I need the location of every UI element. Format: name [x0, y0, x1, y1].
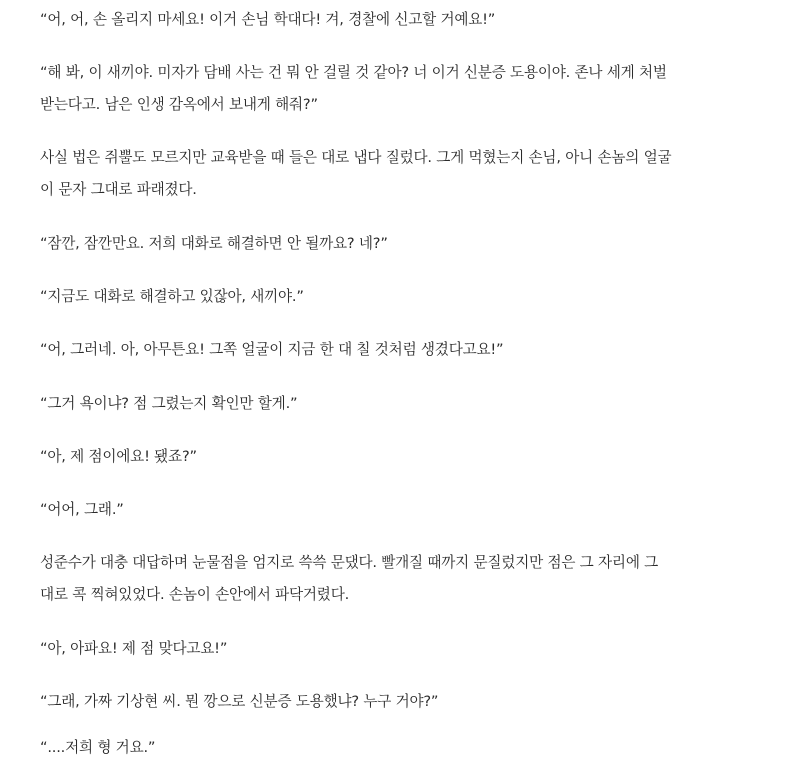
paragraph-line: 받는다고. 남은 인생 감옥에서 보내게 해줘?” — [40, 96, 318, 113]
paragraph-line: “아, 제 점이에요! 됐죠?” — [40, 448, 197, 465]
paragraph-line: “지금도 대화로 해결하고 있잖아, 새끼야.” — [40, 288, 304, 305]
paragraph-line: 이 문자 그대로 파래졌다. — [40, 181, 197, 198]
paragraph-line: “어어, 그래.” — [40, 501, 124, 518]
paragraph-line: “잠깐, 잠깐만요. 저희 대화로 해결하면 안 될까요? 네?” — [40, 235, 388, 252]
paragraph-line: “해 봐, 이 새끼야. 미자가 담배 사는 건 뭐 안 걸릴 것 같아? 너 이거 신분증 도용이야. 존나 세게 처벌 — [40, 64, 667, 81]
paragraph-line: 사실 법은 쥐뿔도 모르지만 교육받을 때 들은 대로 냅다 질렀다. 그게 먹혔는지 손님, 아니 손놈의 얼굴 — [40, 149, 672, 166]
paragraph-line: “그래, 가짜 기상현 씨. 뭔 깡으로 신분증 도용했냐? 누구 거야?” — [40, 693, 439, 710]
paragraph-line: “그거 욕이냐? 점 그렸는지 확인만 할게.” — [40, 395, 298, 412]
paragraph-line: 대로 콕 찍혀있었다. 손놈이 손안에서 파닥거렸다. — [40, 586, 350, 603]
paragraph-line: “어, 그러네. 아, 아무튼요! 그쪽 얼굴이 지금 한 대 칠 것처럼 생겼다고요!” — [40, 341, 504, 358]
paragraph-line: “어, 어, 손 올리지 마세요! 이거 손님 학대다! 겨, 경찰에 신고할 거예요!” — [40, 11, 496, 28]
paragraph-line: 성준수가 대충 대답하며 눈물점을 엄지로 쓱쓱 문댔다. 빨개질 때까지 문질렀지만 점은 그 자리에 그 — [40, 554, 659, 571]
paragraph-line: “....저희 형 거요.” — [40, 739, 156, 756]
paragraph-line: “아, 아파요! 제 점 맞다고요!” — [40, 640, 228, 657]
